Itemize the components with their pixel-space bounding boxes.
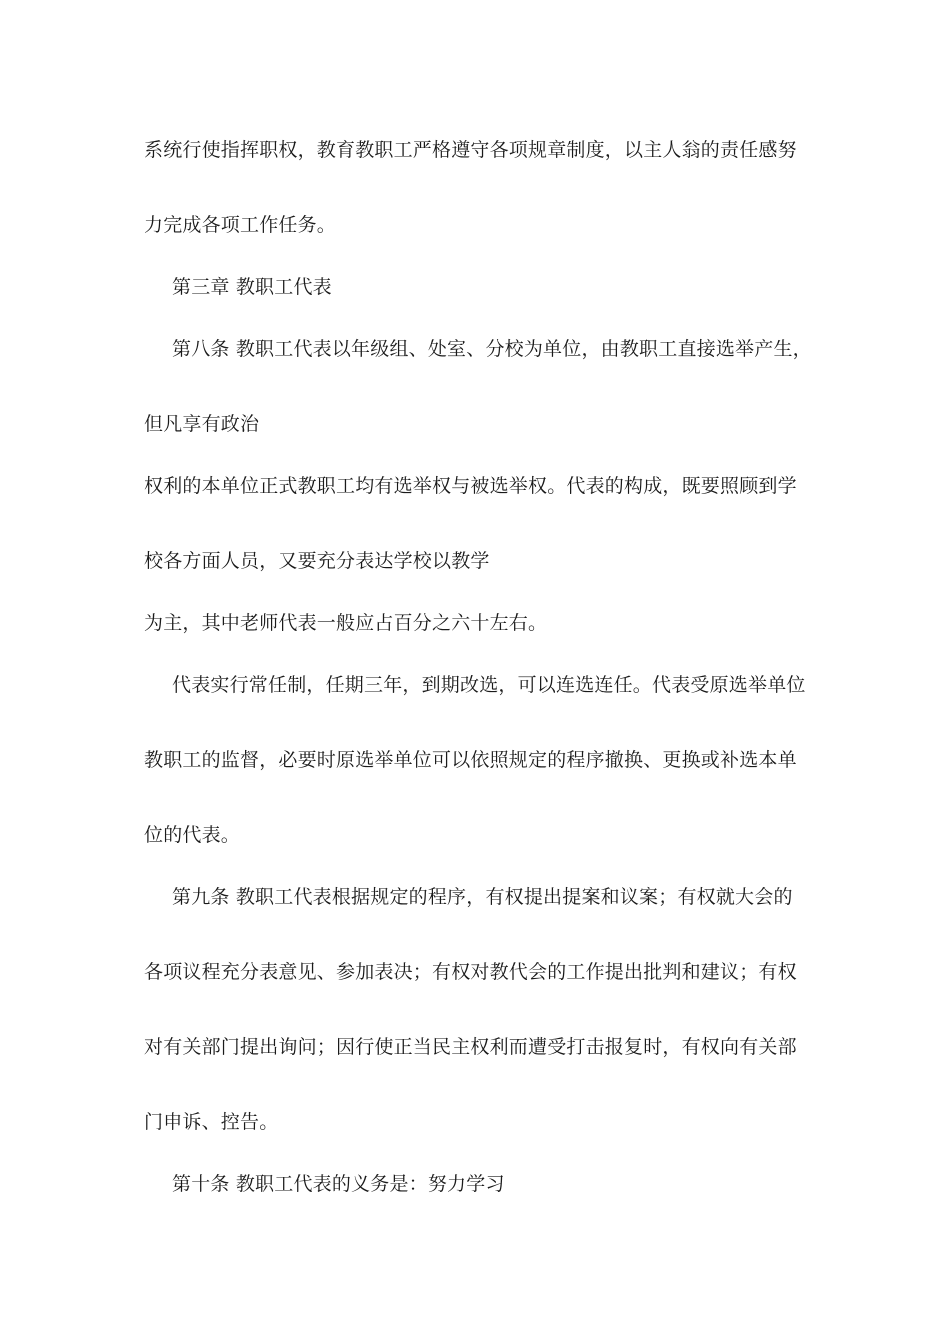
- text-line: 第十条 教职工代表的义务是：努力学习: [172, 1173, 505, 1195]
- text-line: 系统行使指挥职权，教育教职工严格遵守各项规章制度，以主人翁的责任感努: [144, 139, 797, 161]
- text-line: 代表实行常任制，任期三年，到期改选，可以连选连任。代表受原选举单位: [172, 674, 806, 696]
- text-line: 权利的本单位正式教职工均有选举权与被选举权。代表的构成，既要照顾到学: [144, 475, 797, 497]
- text-line: 但凡享有政治: [144, 413, 260, 435]
- text-line: 校各方面人员，又要充分表达学校以教学: [144, 550, 490, 572]
- text-line: 为主，其中老师代表一般应占百分之六十左右。: [144, 612, 548, 634]
- text-line: 力完成各项工作任务。: [144, 214, 337, 236]
- text-line: 门申诉、控告。: [144, 1111, 279, 1133]
- chapter-heading: 第三章 教职工代表: [172, 276, 332, 298]
- text-line: 对有关部门提出询问；因行使正当民主权利而遭受打击报复时，有权向有关部: [144, 1036, 797, 1058]
- text-line: 第八条 教职工代表以年级组、处室、分校为单位，由教职工直接选举产生，: [172, 338, 812, 360]
- text-line: 各项议程充分表意见、参加表决；有权对教代会的工作提出批判和建议；有权: [144, 961, 797, 983]
- text-line: 教职工的监督，必要时原选举单位可以依照规定的程序撤换、更换或补选本单: [144, 749, 797, 771]
- text-line: 位的代表。: [144, 824, 241, 846]
- text-line: 第九条 教职工代表根据规定的程序，有权提出提案和议案；有权就大会的: [172, 886, 793, 908]
